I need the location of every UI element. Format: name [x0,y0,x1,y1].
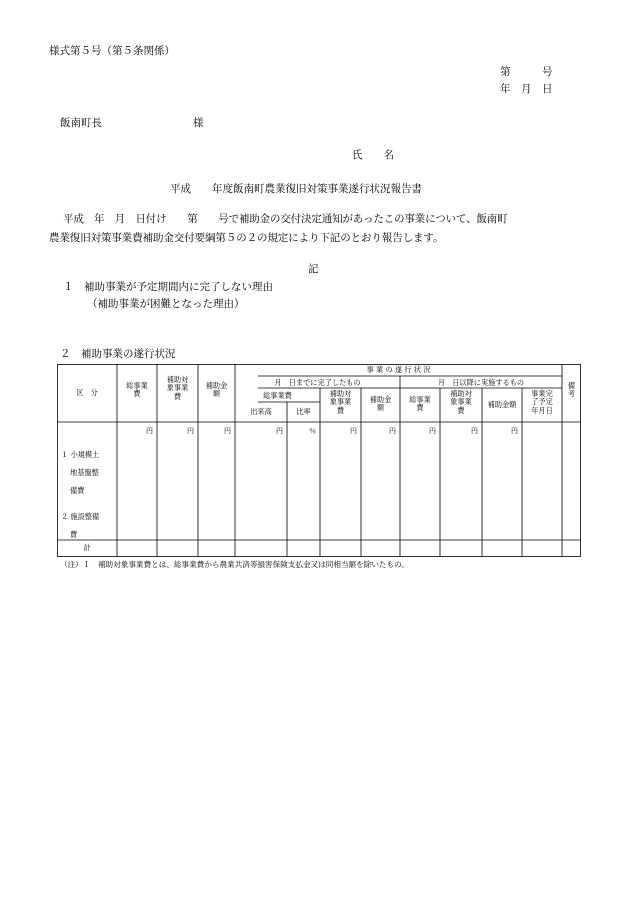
row-1-l1: １ 小規模土 [61,450,100,459]
unit-yen-6: 円 [389,427,396,435]
unit-yen-8: 円 [471,427,478,435]
fst-l2: 象事業 [450,397,472,407]
applicant-name-label: 氏 名 [352,149,394,161]
future-total-cost-label [400,396,440,413]
biko-label [562,382,581,399]
future-subsidy-amount-label: 補助金額 [487,400,517,409]
cd-l3: 年月日 [531,405,553,415]
progress-table [57,364,581,557]
status-group-label: 事 業 の 遂 行 状 況 [366,365,431,374]
dekidaka-label: 出来高 [250,407,272,416]
col-subsidy-amount-l2: 額 [212,389,221,399]
unit-yen-3: 円 [224,427,231,435]
row-2-l2: 費 [70,530,78,539]
col-subsidy-amount [198,382,235,399]
unit-yen-9: 円 [511,427,518,435]
col-subsidy-amount-l1: 補助金 [205,381,228,390]
ki-mark: 記 [308,263,319,275]
fst-l1: 補助対 [450,389,472,398]
col-subsidy-target-l3: 費 [173,391,182,401]
biko-l1: 備 [567,381,576,390]
row-1-l2: 地基盤整 [70,468,99,477]
cst-l1: 補助対 [329,389,352,398]
col-subsidy-target [157,376,198,401]
csa-l2: 額 [376,403,385,413]
ftc-l2: 費 [416,403,424,413]
future-group-label: 月 日以降に実施するもの [437,378,525,387]
hiritsu-label: 比率 [296,407,311,416]
ftc-l1: 総事業 [409,395,431,404]
total-row-label: 計 [83,543,91,552]
report-title: 平成 年度飯南町農業復旧対策事業遂行状況報告書 [170,183,422,195]
document-number: 第 号 [500,66,553,78]
row-2-label [61,508,99,544]
body-line-2: 農業復旧対策事業費補助金交付要綱第５の２の規定により下記のとおり報告します。 [49,232,444,244]
row-1-label [61,446,99,500]
total-cost-sub-label: 総事業費 [263,391,292,400]
document-date: 年 月 日 [500,83,553,95]
csa-l1: 補助金 [369,395,392,404]
col-total-cost-l1: 総事業 [126,381,148,390]
cd-l1: 事業完 [531,389,553,398]
col-subsidy-target-l1: 補助対 [166,375,189,384]
addressee-honorific: 様 [193,117,204,129]
unit-yen-4: 円 [276,427,283,435]
cd-l2: 了予定 [531,397,553,407]
col-kubun: 区 分 [76,388,98,397]
col-total-cost-l2: 費 [133,389,141,399]
future-subsidy-target-label [440,390,482,415]
row-2-l1: ２ 施設整備 [61,512,100,521]
section-2-heading: ２ 補助事業の遂行状況 [60,348,176,360]
cst-l2: 象事業 [329,397,352,407]
unit-yen-5: 円 [350,427,357,435]
form-label: 様式第５号（第５条関係） [49,45,175,57]
addressee-mayor: 飯南町長 [60,117,102,129]
fst-l3: 費 [457,405,465,415]
completed-subsidy-target-label [320,390,361,415]
biko-l2: 考 [567,389,576,399]
col-subsidy-target-l2: 象事業 [166,383,189,393]
section-1-sub: （補助事業が困難となった理由） [87,298,245,310]
footnote: （注）１ 補助対象事業費とは、総事業費から農業共済等損害保険支払金又は同相当額を除いたもの。 [60,560,410,569]
section-1-heading: １ 補助事業が予定期間内に完了しない理由 [63,281,273,293]
unit-yen-7: 円 [429,427,436,435]
col-total-cost [117,382,157,399]
completed-group-label: 月 日までに完了したもの [274,378,361,387]
completion-date-label [522,390,562,415]
unit-percent: ％ [309,427,316,435]
unit-yen-1: 円 [146,427,153,435]
completed-subsidy-amount-label [361,396,400,413]
unit-yen-2: 円 [187,427,194,435]
body-line-1: 平成 年 月 日付け 第 号で補助金の交付決定通知があったこの事業について、飯南町 [63,213,508,225]
cst-l3: 費 [336,405,345,415]
row-1-l3: 備費 [70,486,85,495]
